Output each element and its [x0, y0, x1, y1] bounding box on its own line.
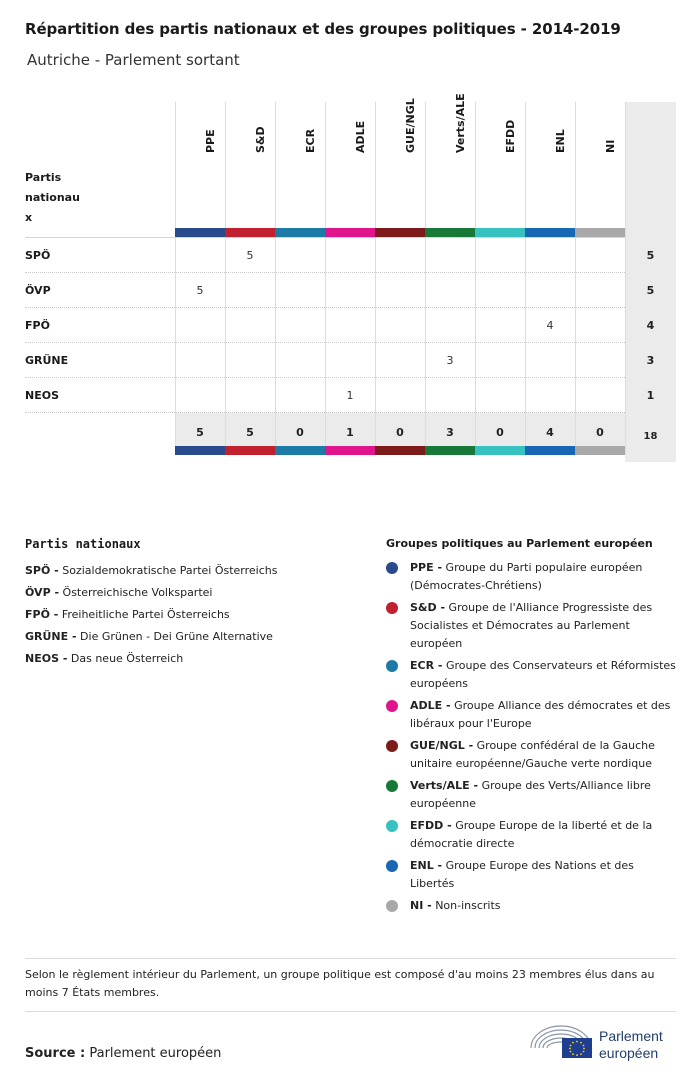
legend-groups-title: Groupes politiques au Parlement européen: [386, 537, 653, 550]
source-value: Parlement européen: [89, 1046, 222, 1061]
table-cell: 3: [446, 354, 454, 367]
parliament-logo: [528, 1020, 678, 1060]
party-legend-item: [25, 626, 355, 648]
source-line: [25, 1046, 221, 1061]
party-label: SPÖ: [25, 249, 51, 262]
column-total: 0: [496, 426, 504, 439]
group-color-bar: [575, 228, 625, 237]
group-header-label: ECR: [304, 128, 317, 153]
column-total: 0: [296, 426, 304, 439]
column-total: 5: [246, 426, 254, 439]
row-divider: [25, 342, 625, 343]
page-subtitle: Autriche - Parlement sortant: [27, 51, 240, 69]
group-color-bar: [575, 446, 625, 455]
party-legend-item: [25, 582, 355, 604]
column-header: [475, 102, 525, 228]
party-name: Sozialdemokratische Partei Österreichs: [62, 564, 278, 577]
group-color-bar: [475, 446, 525, 455]
group-legend-item: [386, 599, 676, 653]
group-color-bar: [475, 228, 525, 237]
group-legend-item: [386, 737, 676, 773]
group-header-label: NI: [604, 139, 617, 153]
group-header-label: EFDD: [504, 119, 517, 153]
totals-column-bg: [625, 102, 676, 462]
group-color-bar: [525, 228, 575, 237]
legend-parties-title: Partis nationaux: [25, 537, 141, 551]
group-name: Groupe confédéral de la Gauche unitaire européenne/Gauche verte nordique: [410, 739, 655, 770]
group-header-label: Verts/ALE: [454, 93, 467, 153]
party-abbr: GRÜNE -: [25, 630, 77, 643]
group-color-bar: [325, 446, 375, 455]
group-abbr: ADLE -: [410, 699, 451, 712]
group-abbr: GUE/NGL -: [410, 739, 474, 752]
group-color-dot-icon: [386, 780, 398, 792]
party-name: Das neue Österreich: [70, 652, 184, 665]
group-legend-item: [386, 897, 676, 915]
grand-total: 18: [643, 431, 658, 442]
column-header: [375, 98, 425, 228]
party-legend-item: [25, 604, 355, 626]
column-total: 5: [196, 426, 204, 439]
party-legend-item: [25, 560, 355, 582]
table-cell: 5: [246, 249, 254, 262]
logo-text-line: Parlement: [599, 1028, 663, 1044]
table-cell: 4: [546, 319, 554, 332]
party-legend-item: [25, 648, 355, 670]
row-header-line: x: [25, 211, 33, 224]
group-color-bar: [525, 446, 575, 455]
group-legend-item: [386, 697, 676, 733]
group-color-bar: [425, 228, 475, 237]
column-header: [275, 102, 325, 228]
row-header: [25, 168, 85, 228]
group-color-bar: [425, 446, 475, 455]
group-name: Groupe Europe des Nations et des Libertés: [410, 859, 634, 890]
row-divider: [25, 272, 625, 273]
row-divider: [25, 412, 625, 413]
column-divider: [625, 102, 626, 455]
party-abbr: FPÖ -: [25, 608, 59, 621]
group-abbr: ECR -: [410, 659, 443, 672]
group-name: Groupe du Parti populaire européen (Démocrates-Chrétiens): [410, 561, 643, 592]
column-header: [225, 102, 275, 228]
group-abbr: PPE -: [410, 561, 443, 574]
column-total: 4: [546, 426, 554, 439]
group-legend-item: [386, 657, 676, 693]
column-header: [175, 102, 225, 228]
group-color-dot-icon: [386, 562, 398, 574]
column-header: [325, 102, 375, 228]
party-abbr: SPÖ -: [25, 564, 59, 577]
group-color-dot-icon: [386, 602, 398, 614]
group-abbr: Verts/ALE -: [410, 779, 479, 792]
row-total: 5: [646, 249, 655, 262]
distribution-table: [25, 93, 676, 464]
group-color-dot-icon: [386, 820, 398, 832]
group-color-bar: [225, 446, 275, 455]
group-name: Groupe Alliance des démocrates et des libéraux pour l'Europe: [410, 699, 671, 730]
group-name: Non-inscrits: [435, 899, 501, 912]
row-total: 5: [646, 284, 655, 297]
group-color-dot-icon: [386, 900, 398, 912]
party-label: GRÜNE: [25, 354, 69, 367]
party-abbr: NEOS -: [25, 652, 68, 665]
table-cell: 1: [346, 389, 354, 402]
party-name: Freiheitliche Partei Österreichs: [61, 608, 230, 621]
group-header-label: S&D: [254, 126, 267, 153]
group-abbr: EFDD -: [410, 819, 452, 832]
row-header-line: Partis: [25, 171, 62, 184]
group-name: Groupe Europe de la liberté et de la démocratie directe: [410, 819, 653, 850]
row-divider: [25, 307, 625, 308]
column-header: [425, 93, 475, 228]
row-header-line: nationau: [25, 191, 80, 204]
group-header-label: ADLE: [354, 120, 367, 153]
group-header-label: ENL: [554, 129, 567, 153]
group-color-dot-icon: [386, 860, 398, 872]
hemicycle-icon: [528, 1020, 594, 1060]
group-name: Groupe des Verts/Alliance libre européenne: [410, 779, 651, 810]
group-color-dot-icon: [386, 740, 398, 752]
logo-text: [599, 1028, 663, 1062]
row-total: 1: [646, 389, 655, 402]
column-total: 3: [446, 426, 454, 439]
party-name: Die Grünen - Dei Grüne Alternative: [80, 630, 273, 643]
divider: [25, 958, 676, 959]
group-header-label: PPE: [204, 129, 217, 153]
row-total: 3: [646, 354, 655, 367]
group-color-bar: [225, 228, 275, 237]
party-abbr: ÖVP -: [25, 586, 60, 599]
column-header: [575, 102, 625, 228]
group-legend-item: [386, 817, 676, 853]
row-total: 4: [646, 319, 655, 332]
legend-groups: [386, 537, 676, 919]
group-color-bar: [175, 446, 225, 455]
column-total: 0: [396, 426, 404, 439]
party-name: Österreichische Volkspartei: [62, 586, 213, 599]
group-name: Groupe des Conservateurs et Réformistes européens: [410, 659, 676, 690]
group-header-label: GUE/NGL: [404, 98, 417, 153]
group-legend-item: [386, 857, 676, 893]
footnote: Selon le règlement intérieur du Parlement, un groupe politique est composé d'au moins 23 membres élus dans au moins 7 États membres.: [25, 968, 655, 999]
page-title: Répartition des partis nationaux et des groupes politiques - 2014-2019: [25, 20, 621, 38]
legend-parties: [25, 537, 355, 670]
group-abbr: S&D -: [410, 601, 446, 614]
group-color-bar: [275, 228, 325, 237]
row-divider: [25, 377, 625, 378]
table-cell: 5: [196, 284, 204, 297]
group-color-bar: [325, 228, 375, 237]
group-name: Groupe de l'Alliance Progressiste des Socialistes et Démocrates au Parlement européen: [410, 601, 653, 650]
source-label: Source :: [25, 1046, 86, 1061]
group-color-dot-icon: [386, 660, 398, 672]
party-label: ÖVP: [25, 284, 51, 297]
column-total: 0: [596, 426, 604, 439]
group-color-bar: [375, 446, 425, 455]
group-legend-item: [386, 559, 676, 595]
group-color-bar: [375, 228, 425, 237]
column-total: 1: [346, 426, 354, 439]
header-divider: [25, 237, 625, 238]
logo-text-line: européen: [599, 1045, 659, 1061]
group-abbr: NI -: [410, 899, 432, 912]
group-abbr: ENL -: [410, 859, 443, 872]
group-color-bar: [175, 228, 225, 237]
group-color-dot-icon: [386, 700, 398, 712]
group-legend-item: [386, 777, 676, 813]
group-color-bar: [275, 446, 325, 455]
party-label: FPÖ: [25, 319, 50, 332]
column-header: [525, 102, 575, 228]
divider: [25, 1011, 676, 1012]
party-label: NEOS: [25, 389, 59, 402]
